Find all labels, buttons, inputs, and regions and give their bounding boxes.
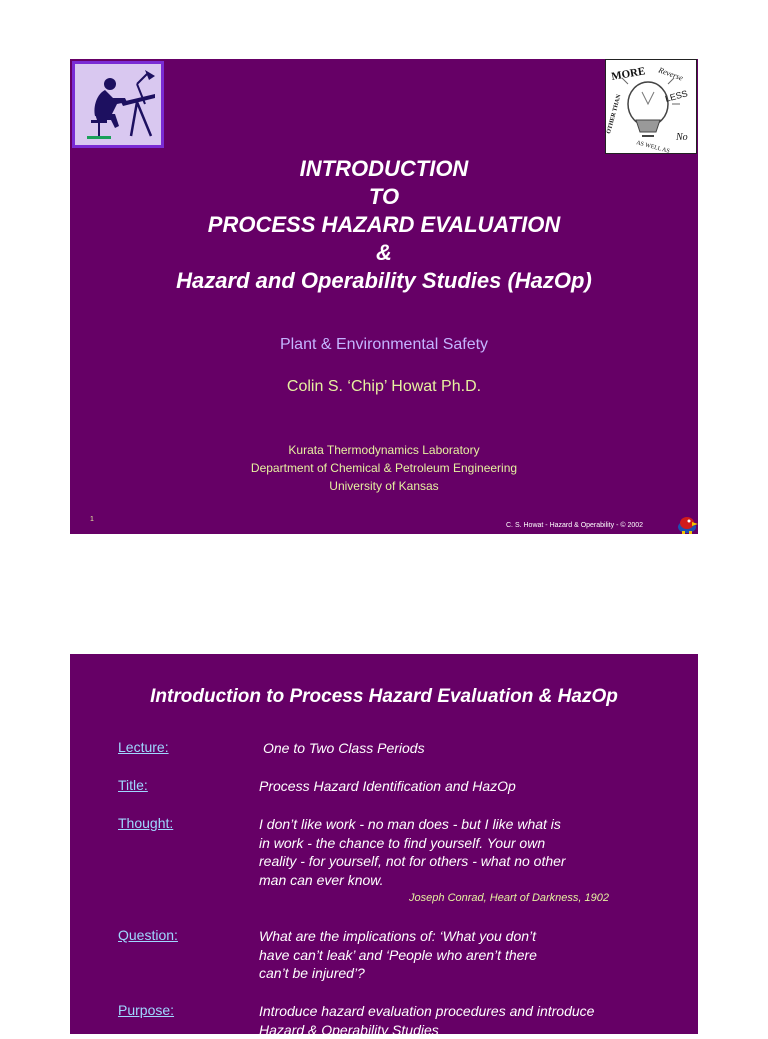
title-label: Title: — [118, 777, 148, 793]
author-name: Colin S. ‘Chip’ Howat Ph.D. — [286, 378, 482, 395]
purpose-line: Hazard & Operability Studies — [259, 1021, 439, 1038]
slide-title — [70, 155, 698, 295]
copyright-footer: C. S. Howat - Hazard & Operability - © 2002 — [506, 522, 644, 529]
purpose-text — [259, 1002, 649, 1039]
guideword-no: No — [676, 132, 688, 143]
affiliation-block — [70, 441, 698, 495]
jayhawk-mascot-icon — [676, 514, 698, 534]
thought-quote — [259, 815, 649, 890]
question-line: have can’t leak’ and ‘People who aren’t there — [259, 946, 537, 963]
title-line: PROCESS HAZARD EVALUATION — [207, 212, 561, 237]
quote-attribution: Joseph Conrad, Heart of Darkness, 1902 — [409, 892, 609, 904]
guideword-less: LESS — [663, 88, 689, 104]
title-value: Process Hazard Identification and HazOp — [259, 778, 516, 794]
quote-line: reality - for yourself, not for others - what no other — [259, 853, 566, 870]
engineer-at-desk-icon — [75, 64, 161, 145]
title-slide — [70, 59, 698, 534]
question-line: can’t be injured’? — [259, 965, 365, 982]
slide-number: 1 — [90, 516, 94, 523]
course-subtitle: Plant & Environmental Safety — [279, 336, 489, 353]
affiliation-line: Department of Chemical & Petroleum Engineering — [250, 461, 518, 475]
purpose-label: Purpose: — [118, 1002, 175, 1018]
lecture-value: One to Two Class Periods — [263, 740, 425, 756]
title-line: TO — [368, 184, 400, 209]
thought-label: Thought: — [118, 815, 174, 831]
guideword-other-than: OTHER THAN — [606, 93, 623, 135]
quote-line: in work - the chance to find yourself. Your own — [259, 834, 546, 851]
affiliation-line: University of Kansas — [329, 479, 439, 493]
lecture-label: Lecture: — [118, 739, 169, 755]
slide-title: Introduction to Process Hazard Evaluation & HazOp — [150, 686, 618, 707]
guideword-more: MORE — [610, 65, 647, 83]
title-line: & — [376, 240, 392, 265]
question-label: Question: — [118, 927, 178, 943]
lightbulb-icon — [606, 60, 696, 153]
engineer-at-desk-logo — [72, 61, 164, 148]
title-line: INTRODUCTION — [299, 156, 469, 181]
affiliation-line: Kurata Thermodynamics Laboratory — [288, 443, 480, 457]
guideword-as-well-as: AS WELL AS — [635, 140, 671, 153]
question-line: What are the implications of: ‘What you don’t — [259, 928, 537, 944]
quote-line: I don’t like work - no man does - but I like what is — [259, 816, 561, 832]
question-text — [259, 927, 649, 983]
hazop-guidewords-badge — [605, 59, 697, 154]
title-line: Hazard and Operability Studies (HazOp) — [176, 268, 592, 293]
overview-slide — [70, 654, 698, 1038]
guideword-reverse: Reverse — [657, 65, 685, 83]
purpose-line: Introduce hazard evaluation procedures and introduce — [259, 1003, 595, 1019]
quote-line: man can ever know. — [259, 872, 384, 889]
